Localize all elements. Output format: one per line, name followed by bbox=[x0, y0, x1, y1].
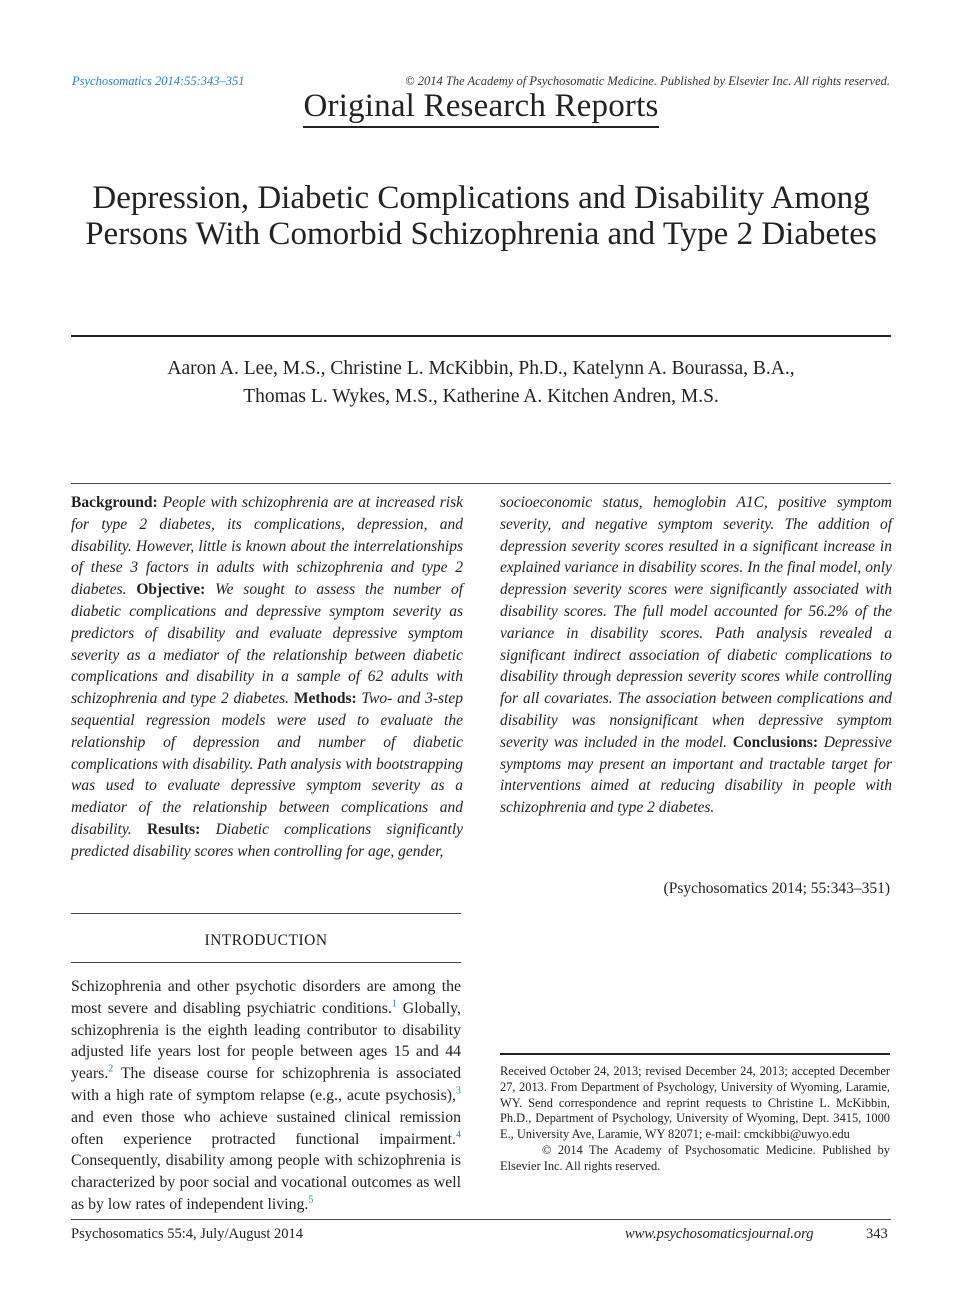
section-label bbox=[0, 88, 962, 125]
footnote-divider bbox=[500, 1053, 890, 1055]
page-number: 343 bbox=[866, 1226, 888, 1242]
reference-3[interactable]: 3 bbox=[456, 1085, 461, 1097]
conclusions-label: Conclusions: bbox=[732, 733, 818, 751]
intro-text-2: Globally, schizophrenia is the eighth leading contributor to disability adjusted life years lost for people between ages 15 and 44 years. bbox=[71, 999, 462, 1083]
conclusions-text: Depressive symptoms may present an important and tractable target for interventions aimed at reducing disability in people with schizophrenia and type 2 diabetes. bbox=[500, 733, 893, 817]
results-text-left: Diabetic complications significantly predicted disability scores when controlling for age, gender, bbox=[71, 820, 464, 860]
reference-2[interactable]: 2 bbox=[108, 1063, 114, 1075]
copyright-notice: © 2014 The Academy of Psychosomatic Medicine. Published by Elsevier Inc. All rights reserved. bbox=[405, 74, 890, 88]
abstract-bottom-divider bbox=[71, 913, 461, 914]
intro-text-1: Schizophrenia and other psychotic disorders are among the most severe and disabling psychiatric conditions. bbox=[71, 978, 461, 1017]
methods-text: Two- and 3-step sequential regression models were used to evaluate the relationship of depression and number of diabetic complications with disability. Path analysis with bootstrapping was used to evaluate depressive symptom severity as a mediator of the relationship between complications and disability. bbox=[71, 690, 464, 838]
abstract-divider bbox=[71, 483, 891, 484]
article-footnote bbox=[500, 1064, 890, 1175]
intro-text-4: and even those who achieve sustained clinical remission often experience protracted functional impairment. bbox=[71, 1108, 461, 1148]
title-divider bbox=[71, 335, 891, 337]
authors-line-2: Thomas L. Wykes, M.S., Katherine A. Kitchen Andren, M.S. bbox=[243, 386, 719, 407]
author-list bbox=[60, 355, 902, 411]
footer-url[interactable]: www.psychosomaticsjournal.org bbox=[625, 1226, 814, 1242]
footnote-received: Received October 24, 2013; revised December 24, 2013; accepted December 27, 2013. From Department of Psychology, University of Wyoming, Laramie, WY. Send correspondence and reprint requests to Christine L. McKibbin, Ph.D., Department of Psychology, University of Wyoming, Dept. 3415, 1000 E., University Ave, Laramie, WY 82071; e-mail: cmckibbi@uwyo.edu bbox=[500, 1064, 890, 1142]
reference-4[interactable]: 4 bbox=[456, 1129, 461, 1141]
objective-text: We sought to assess the number of diabetic complications and depressive symptom severity as predictors of disability and evaluate depressive symptom severity as a mediator of the relationship between diabetic complications and disability in a sample of 62 adults with schizophrenia and type 2 diabetes. bbox=[71, 581, 463, 708]
intro-text-5: Consequently, disability among people with schizophrenia is characterized by poor social and vocational outcomes as well as by low rates of independent living. bbox=[71, 1152, 461, 1213]
abstract-right-column bbox=[500, 492, 892, 819]
introduction-heading: INTRODUCTION bbox=[204, 932, 328, 949]
results-text-right: socioeconomic status, hemoglobin A1C, positive symptom severity, and negative symptom severity. The addition of depression severity scores resulted in a significant increase in explained variance in disability scores. In the final model, only depression severity scores were significantly associated with disability scores. The full model accounted for 56.2% of the variance in disability scores. Path analysis revealed a significant indirect association of diabetic complications to disability through depression severity scores while controlling for all covariates. The association between complications and disability was nonsignificant when depressive symptom severity was included in the model. bbox=[500, 494, 892, 751]
article-title: Depression, Diabetic Complications and Disability Among Persons With Comorbid Schizophrenia and Type 2 Diabetes bbox=[85, 180, 877, 252]
footnote-copyright: © 2014 The Academy of Psychosomatic Medicine. Published by Elsevier Inc. All rights reserved. bbox=[500, 1142, 890, 1173]
authors-line-1: Aaron A. Lee, M.S., Christine L. McKibbin, Ph.D., Katelynn A. Bourassa, B.A., bbox=[167, 358, 795, 379]
abstract-citation: (Psychosomatics 2014; 55:343–351) bbox=[663, 880, 890, 897]
background-label: Background: bbox=[71, 494, 158, 511]
section-label-text: Original Research Reports bbox=[303, 88, 658, 128]
introduction-divider bbox=[71, 962, 461, 963]
journal-reference[interactable]: Psychosomatics 2014:55:343–351 bbox=[72, 74, 245, 88]
intro-text-3: The disease course for schizophrenia is associated with a high rate of symptom relapse (e.g., acute psychosis), bbox=[71, 1065, 461, 1104]
methods-label: Methods: bbox=[293, 690, 357, 708]
introduction-left-column bbox=[71, 976, 461, 1216]
background-text: People with schizophrenia are at increased risk for type 2 diabetes, its complications, depression, and disability. However, little is known about the interrelationships of these 3 factors in adults with schizophrenia and type 2 diabetes. bbox=[71, 494, 463, 599]
results-label: Results: bbox=[146, 820, 201, 838]
reference-5[interactable]: 5 bbox=[308, 1194, 314, 1206]
footer-issue: Psychosomatics 55:4, July/August 2014 bbox=[71, 1226, 304, 1242]
reference-1[interactable]: 1 bbox=[391, 998, 397, 1010]
page-footer-divider bbox=[71, 1219, 891, 1220]
abstract-left-column bbox=[71, 492, 463, 863]
objective-label: Objective: bbox=[136, 581, 206, 599]
